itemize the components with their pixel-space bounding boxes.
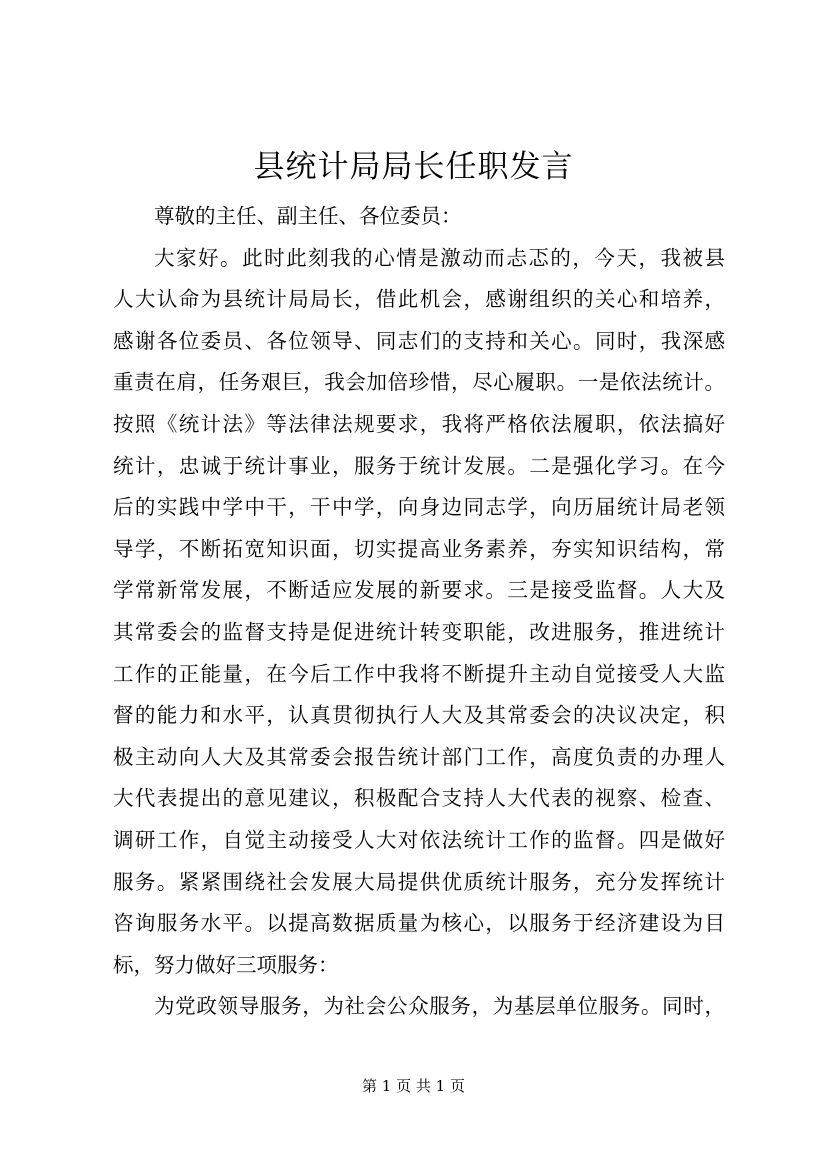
body-line: 导学，不断拓宽知识面，切实提高业务素养，夯实知识结构，常: [113, 536, 725, 561]
page-title: 县统计局局长任职发言: [253, 149, 574, 185]
body-line: 咨询服务水平。以提高数据质量为核心，以服务于经济建设为目: [113, 911, 725, 936]
body-line: 尊敬的主任、副主任、各位委员：: [154, 204, 462, 228]
body-line: 大家好。此时此刻我的心情是激动而忐忑的，今天，我被县: [154, 245, 725, 270]
body-line: 督的能力和水平，认真贯彻执行人大及其常委会的决议决定，积: [113, 703, 725, 728]
body-line: 重责在肩，任务艰巨，我会加倍珍惜，尽心履职。一是依法统计。: [113, 370, 725, 395]
body-line: 标，努力做好三项服务：: [113, 952, 339, 977]
body-line: 统计，忠诚于统计事业，服务于统计发展。二是强化学习。在今: [113, 453, 725, 478]
body-line: 按照《统计法》等法律法规要求，我将严格依法履职，依法搞好: [113, 411, 725, 436]
body-line: 其常委会的监督支持是促进统计转变职能，改进服务，推进统计: [113, 619, 725, 644]
document-body: [113, 196, 725, 1028]
body-line: 后的实践中学中干，干中学，向身边同志学，向历届统计局老领: [113, 495, 725, 520]
body-line: 感谢各位委员、各位领导、同志们的支持和关心。同时，我深感: [113, 328, 725, 353]
body-line: 学常新常发展，不断适应发展的新要求。三是接受监督。人大及: [113, 578, 725, 603]
body-line: 为党政领导服务，为社会公众服务，为基层单位服务。同时，: [154, 994, 725, 1019]
body-line: 大代表提出的意见建议，积极配合支持人大代表的视察、检查、: [113, 786, 725, 811]
body-line: 极主动向人大及其常委会报告统计部门工作，高度负责的办理人: [113, 744, 725, 769]
body-line: 服务。紧紧围绕社会发展大局提供优质统计服务，充分发挥统计: [113, 869, 725, 894]
body-line: 人大认命为县统计局局长，借此机会，感谢组织的关心和培养，: [113, 287, 725, 312]
body-line: 调研工作，自觉主动接受人大对依法统计工作的监督。四是做好: [113, 827, 725, 852]
page-footer: 第 1 页 共 1 页: [362, 1077, 465, 1095]
body-line: 工作的正能量，在今后工作中我将不断提升主动自觉接受人大监: [113, 661, 725, 686]
